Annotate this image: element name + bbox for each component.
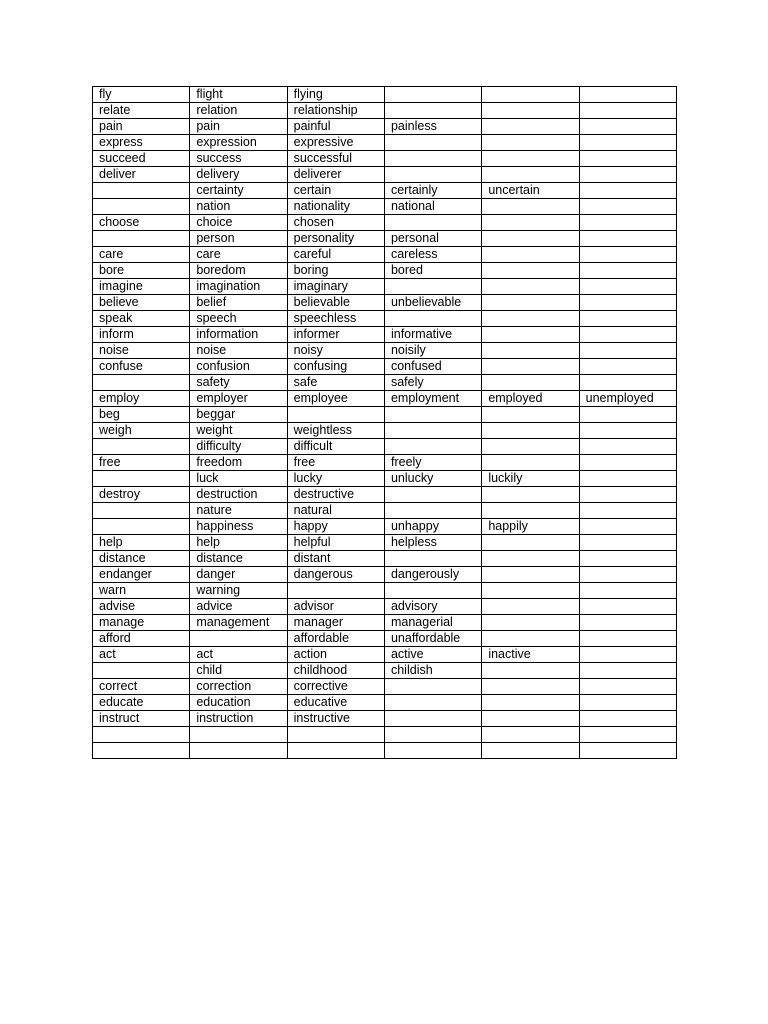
table-cell: express	[93, 135, 190, 151]
table-cell	[384, 742, 481, 758]
table-cell: safe	[287, 375, 384, 391]
table-cell: dangerously	[384, 567, 481, 583]
table-cell	[482, 135, 579, 151]
table-cell: happiness	[190, 519, 287, 535]
table-cell: action	[287, 647, 384, 663]
table-row	[93, 103, 677, 119]
table-cell: flying	[287, 87, 384, 103]
table-cell: employed	[482, 391, 579, 407]
table-cell: nature	[190, 503, 287, 519]
table-cell	[579, 742, 676, 758]
table-cell: help	[93, 535, 190, 551]
table-row	[93, 343, 677, 359]
table-cell: inform	[93, 327, 190, 343]
table-row	[93, 439, 677, 455]
table-row	[93, 471, 677, 487]
table-cell: natural	[287, 503, 384, 519]
table-cell: endanger	[93, 567, 190, 583]
table-cell	[384, 407, 481, 423]
table-cell: chosen	[287, 215, 384, 231]
table-cell: correction	[190, 679, 287, 695]
table-cell: pain	[93, 119, 190, 135]
table-cell: corrective	[287, 679, 384, 695]
table-cell	[93, 519, 190, 535]
table-cell	[482, 487, 579, 503]
table-cell	[482, 231, 579, 247]
table-cell	[579, 311, 676, 327]
table-row	[93, 295, 677, 311]
table-cell	[482, 247, 579, 263]
table-cell	[93, 471, 190, 487]
table-cell	[384, 135, 481, 151]
table-cell	[579, 199, 676, 215]
table-cell	[384, 311, 481, 327]
table-cell: dangerous	[287, 567, 384, 583]
table-cell	[579, 471, 676, 487]
table-cell: destruction	[190, 487, 287, 503]
table-cell	[579, 567, 676, 583]
table-cell	[482, 199, 579, 215]
table-cell	[482, 742, 579, 758]
table-cell	[579, 583, 676, 599]
table-row	[93, 455, 677, 471]
table-cell	[482, 343, 579, 359]
table-row	[93, 151, 677, 167]
table-cell: safety	[190, 375, 287, 391]
table-cell: inactive	[482, 647, 579, 663]
table-cell: confusion	[190, 359, 287, 375]
table-cell	[579, 663, 676, 679]
table-cell	[482, 727, 579, 743]
table-cell	[384, 551, 481, 567]
table-cell	[384, 711, 481, 727]
table-cell: warning	[190, 583, 287, 599]
table-cell	[482, 407, 579, 423]
table-cell	[384, 487, 481, 503]
table-cell: manager	[287, 615, 384, 631]
table-cell	[384, 695, 481, 711]
table-cell: beg	[93, 407, 190, 423]
table-cell: confuse	[93, 359, 190, 375]
table-cell: believe	[93, 295, 190, 311]
table-cell: speech	[190, 311, 287, 327]
table-cell	[482, 567, 579, 583]
table-row	[93, 711, 677, 727]
table-cell	[287, 583, 384, 599]
table-cell: relation	[190, 103, 287, 119]
table-cell: advisor	[287, 599, 384, 615]
table-cell: childish	[384, 663, 481, 679]
table-cell: management	[190, 615, 287, 631]
table-row	[93, 199, 677, 215]
table-cell	[384, 151, 481, 167]
table-cell: unaffordable	[384, 631, 481, 647]
table-cell	[482, 711, 579, 727]
table-cell: care	[190, 247, 287, 263]
table-cell: personal	[384, 231, 481, 247]
table-cell: expressive	[287, 135, 384, 151]
table-cell	[93, 375, 190, 391]
table-cell	[482, 535, 579, 551]
table-cell	[579, 455, 676, 471]
table-cell	[482, 439, 579, 455]
table-cell	[93, 742, 190, 758]
table-cell	[579, 487, 676, 503]
table-cell: weight	[190, 423, 287, 439]
table-cell	[579, 183, 676, 199]
table-row	[93, 311, 677, 327]
table-cell: success	[190, 151, 287, 167]
table-cell: imagination	[190, 279, 287, 295]
table-row	[93, 551, 677, 567]
table-cell	[579, 119, 676, 135]
table-cell: speak	[93, 311, 190, 327]
table-cell: difficulty	[190, 439, 287, 455]
table-cell	[482, 695, 579, 711]
table-cell: certain	[287, 183, 384, 199]
table-cell	[579, 727, 676, 743]
table-cell	[579, 647, 676, 663]
table-cell: instructive	[287, 711, 384, 727]
table-cell	[579, 295, 676, 311]
table-cell	[482, 599, 579, 615]
table-row	[93, 647, 677, 663]
table-cell: certainly	[384, 183, 481, 199]
table-cell: free	[287, 455, 384, 471]
table-cell	[93, 439, 190, 455]
table-cell	[384, 167, 481, 183]
table-cell: painless	[384, 119, 481, 135]
table-cell	[579, 247, 676, 263]
table-row	[93, 407, 677, 423]
table-row	[93, 167, 677, 183]
table-cell	[579, 375, 676, 391]
table-cell	[482, 263, 579, 279]
table-cell	[482, 87, 579, 103]
table-row	[93, 519, 677, 535]
table-cell	[482, 631, 579, 647]
table-cell	[579, 151, 676, 167]
table-cell: believable	[287, 295, 384, 311]
table-cell	[482, 503, 579, 519]
table-cell: unemployed	[579, 391, 676, 407]
table-cell: afford	[93, 631, 190, 647]
table-cell: noisily	[384, 343, 481, 359]
table-cell: succeed	[93, 151, 190, 167]
table-cell: beggar	[190, 407, 287, 423]
table-cell: employment	[384, 391, 481, 407]
table-cell: unbelievable	[384, 295, 481, 311]
table-row	[93, 391, 677, 407]
table-cell: informer	[287, 327, 384, 343]
table-cell: nationality	[287, 199, 384, 215]
table-cell: education	[190, 695, 287, 711]
table-cell: expression	[190, 135, 287, 151]
table-cell	[93, 231, 190, 247]
table-cell	[579, 279, 676, 295]
table-cell	[482, 215, 579, 231]
table-cell	[190, 742, 287, 758]
table-cell	[482, 103, 579, 119]
table-cell	[384, 503, 481, 519]
table-cell	[579, 359, 676, 375]
table-cell	[579, 519, 676, 535]
table-cell	[579, 87, 676, 103]
word-forms-table-body	[93, 87, 677, 759]
table-cell: destructive	[287, 487, 384, 503]
table-cell: safely	[384, 375, 481, 391]
table-row	[93, 631, 677, 647]
table-cell: helpful	[287, 535, 384, 551]
table-row	[93, 503, 677, 519]
table-cell: informative	[384, 327, 481, 343]
table-cell: advice	[190, 599, 287, 615]
table-cell	[384, 87, 481, 103]
table-row	[93, 87, 677, 103]
table-cell	[579, 631, 676, 647]
table-cell: speechless	[287, 311, 384, 327]
table-cell: deliver	[93, 167, 190, 183]
table-row	[93, 263, 677, 279]
table-cell: active	[384, 647, 481, 663]
table-cell: employer	[190, 391, 287, 407]
table-cell: careless	[384, 247, 481, 263]
table-cell	[482, 615, 579, 631]
table-cell: bore	[93, 263, 190, 279]
table-cell	[190, 727, 287, 743]
table-cell	[482, 167, 579, 183]
table-cell	[482, 279, 579, 295]
table-cell: certainty	[190, 183, 287, 199]
table-cell: confused	[384, 359, 481, 375]
table-row	[93, 535, 677, 551]
table-cell: difficult	[287, 439, 384, 455]
table-cell: affordable	[287, 631, 384, 647]
table-cell	[579, 551, 676, 567]
table-cell	[482, 583, 579, 599]
table-cell	[579, 503, 676, 519]
table-cell: child	[190, 663, 287, 679]
table-cell	[384, 423, 481, 439]
table-cell	[93, 663, 190, 679]
table-cell: personality	[287, 231, 384, 247]
table-row	[93, 742, 677, 758]
table-cell	[579, 615, 676, 631]
table-cell: help	[190, 535, 287, 551]
table-cell	[190, 631, 287, 647]
table-cell: happy	[287, 519, 384, 535]
table-cell	[579, 535, 676, 551]
table-cell: fly	[93, 87, 190, 103]
table-cell	[384, 679, 481, 695]
table-cell: relate	[93, 103, 190, 119]
table-cell: distance	[93, 551, 190, 567]
table-row	[93, 423, 677, 439]
table-cell: belief	[190, 295, 287, 311]
table-cell	[579, 231, 676, 247]
table-cell: advisory	[384, 599, 481, 615]
table-cell: uncertain	[482, 183, 579, 199]
table-cell: choice	[190, 215, 287, 231]
table-row	[93, 375, 677, 391]
table-cell: free	[93, 455, 190, 471]
table-row	[93, 183, 677, 199]
table-cell	[579, 423, 676, 439]
table-cell: noise	[190, 343, 287, 359]
table-row	[93, 695, 677, 711]
table-cell: information	[190, 327, 287, 343]
table-cell: educate	[93, 695, 190, 711]
table-row	[93, 583, 677, 599]
table-cell: unlucky	[384, 471, 481, 487]
table-cell: act	[190, 647, 287, 663]
table-cell: painful	[287, 119, 384, 135]
table-row	[93, 599, 677, 615]
table-cell	[579, 599, 676, 615]
table-cell: employee	[287, 391, 384, 407]
table-cell: danger	[190, 567, 287, 583]
table-cell: correct	[93, 679, 190, 695]
table-cell	[482, 151, 579, 167]
table-cell	[579, 343, 676, 359]
word-forms-table	[92, 86, 677, 759]
table-cell: freely	[384, 455, 481, 471]
table-cell: act	[93, 647, 190, 663]
table-row	[93, 215, 677, 231]
table-cell	[579, 407, 676, 423]
table-cell: freedom	[190, 455, 287, 471]
table-cell	[482, 663, 579, 679]
table-row	[93, 327, 677, 343]
table-cell	[579, 103, 676, 119]
table-cell: careful	[287, 247, 384, 263]
table-cell: bored	[384, 263, 481, 279]
table-cell	[384, 279, 481, 295]
table-cell: noise	[93, 343, 190, 359]
table-cell: delivery	[190, 167, 287, 183]
table-row	[93, 663, 677, 679]
table-cell	[482, 119, 579, 135]
table-cell	[93, 503, 190, 519]
table-cell: lucky	[287, 471, 384, 487]
table-cell	[482, 327, 579, 343]
table-row	[93, 359, 677, 375]
table-cell: helpless	[384, 535, 481, 551]
table-cell: happily	[482, 519, 579, 535]
table-row	[93, 279, 677, 295]
table-cell	[579, 327, 676, 343]
table-cell: advise	[93, 599, 190, 615]
table-row	[93, 567, 677, 583]
table-cell	[579, 439, 676, 455]
table-cell: childhood	[287, 663, 384, 679]
table-cell	[579, 679, 676, 695]
table-cell	[579, 711, 676, 727]
table-cell	[579, 695, 676, 711]
table-cell: confusing	[287, 359, 384, 375]
table-cell: boring	[287, 263, 384, 279]
table-cell: deliverer	[287, 167, 384, 183]
table-cell: managerial	[384, 615, 481, 631]
table-cell: successful	[287, 151, 384, 167]
table-cell: manage	[93, 615, 190, 631]
table-row	[93, 727, 677, 743]
table-cell	[482, 551, 579, 567]
table-cell	[287, 742, 384, 758]
table-cell: distance	[190, 551, 287, 567]
table-cell: imaginary	[287, 279, 384, 295]
table-cell: warn	[93, 583, 190, 599]
table-cell: person	[190, 231, 287, 247]
table-cell	[482, 295, 579, 311]
table-row	[93, 615, 677, 631]
table-cell: nation	[190, 199, 287, 215]
table-cell: pain	[190, 119, 287, 135]
table-cell	[482, 311, 579, 327]
table-cell: care	[93, 247, 190, 263]
table-row	[93, 231, 677, 247]
table-cell	[93, 727, 190, 743]
table-cell: unhappy	[384, 519, 481, 535]
table-cell: noisy	[287, 343, 384, 359]
table-cell	[579, 135, 676, 151]
table-cell	[579, 167, 676, 183]
table-cell	[482, 375, 579, 391]
table-cell: national	[384, 199, 481, 215]
table-row	[93, 119, 677, 135]
table-cell	[384, 727, 481, 743]
table-cell	[482, 455, 579, 471]
table-cell: educative	[287, 695, 384, 711]
table-cell	[579, 263, 676, 279]
table-cell	[384, 439, 481, 455]
table-cell	[482, 359, 579, 375]
table-cell	[384, 583, 481, 599]
table-cell	[384, 103, 481, 119]
table-cell	[482, 679, 579, 695]
table-cell: instruction	[190, 711, 287, 727]
table-cell: weightless	[287, 423, 384, 439]
table-cell: employ	[93, 391, 190, 407]
table-row	[93, 487, 677, 503]
table-cell: imagine	[93, 279, 190, 295]
table-row	[93, 679, 677, 695]
table-cell: weigh	[93, 423, 190, 439]
table-cell: distant	[287, 551, 384, 567]
table-cell	[93, 183, 190, 199]
table-row	[93, 135, 677, 151]
table-cell: relationship	[287, 103, 384, 119]
table-cell: luckily	[482, 471, 579, 487]
table-cell	[287, 407, 384, 423]
table-row	[93, 247, 677, 263]
table-cell	[287, 727, 384, 743]
table-cell	[579, 215, 676, 231]
table-cell: destroy	[93, 487, 190, 503]
table-cell: luck	[190, 471, 287, 487]
table-cell	[384, 215, 481, 231]
table-cell: flight	[190, 87, 287, 103]
table-cell	[93, 199, 190, 215]
table-cell	[482, 423, 579, 439]
table-cell: boredom	[190, 263, 287, 279]
table-cell: choose	[93, 215, 190, 231]
table-cell: instruct	[93, 711, 190, 727]
